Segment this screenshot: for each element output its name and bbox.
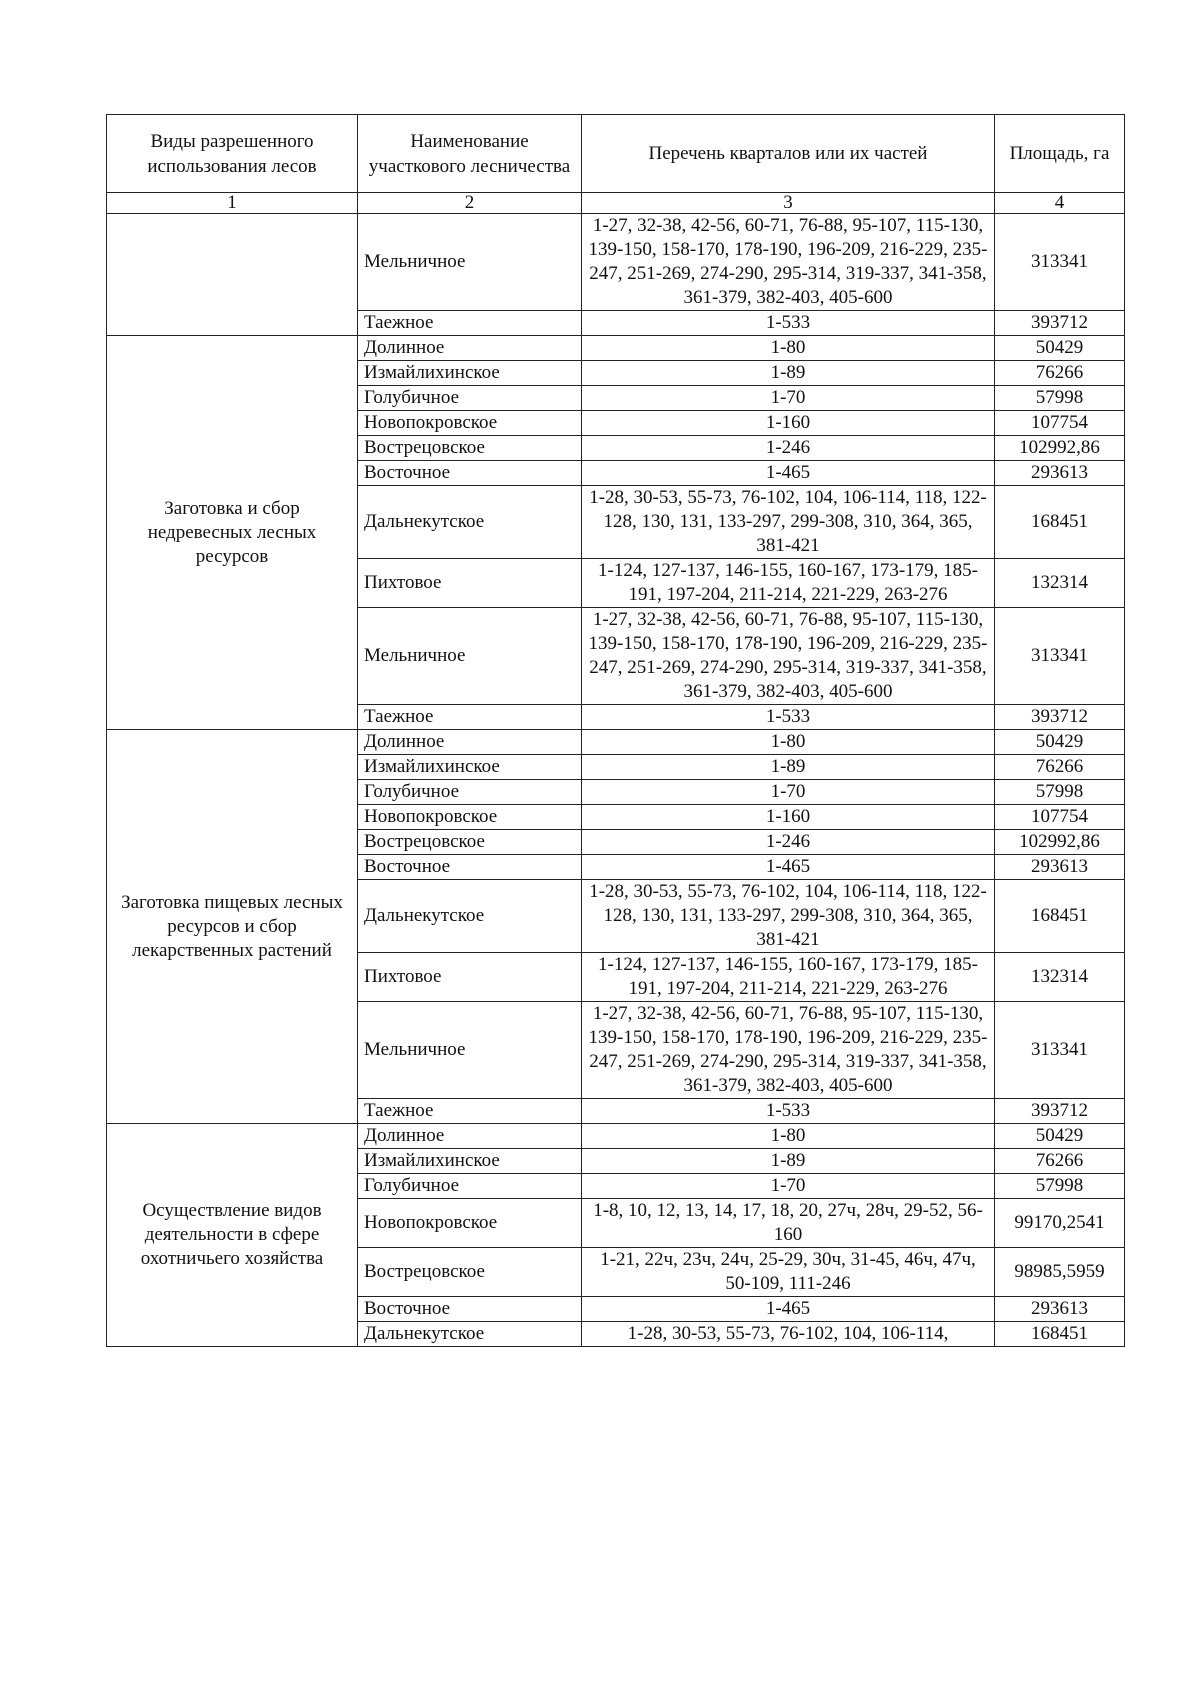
- block-list: 1-465: [582, 1297, 995, 1322]
- block-list: 1-8, 10, 12, 13, 14, 17, 18, 20, 27ч, 28ч, 29-52, 56-160: [582, 1199, 995, 1248]
- forestry-name: Долинное: [358, 1124, 582, 1149]
- block-list: 1-465: [582, 461, 995, 486]
- forestry-name: Таежное: [358, 311, 582, 336]
- block-list: 1-89: [582, 755, 995, 780]
- column-number-row: [107, 193, 1125, 214]
- block-list: 1-27, 32-38, 42-56, 60-71, 76-88, 95-107, 115-130, 139-150, 158-170, 178-190, 196-209, 216-229, 235-247, 251-269, 274-290, 295-314, 319-337, 341-358, 361-379, 382-403, 405-600: [582, 608, 995, 705]
- block-list: 1-80: [582, 730, 995, 755]
- block-list: 1-89: [582, 361, 995, 386]
- column-number: 4: [995, 193, 1125, 214]
- column-number: 3: [582, 193, 995, 214]
- header-area: Площадь, га: [995, 115, 1125, 193]
- forestry-name: Пихтовое: [358, 559, 582, 608]
- block-list: 1-160: [582, 805, 995, 830]
- block-list: 1-246: [582, 830, 995, 855]
- area-value: 313341: [995, 1002, 1125, 1099]
- use-type-cell-empty: [107, 214, 358, 336]
- block-list: 1-533: [582, 1099, 995, 1124]
- column-number: 1: [107, 193, 358, 214]
- forestry-name: Дальнекутское: [358, 486, 582, 559]
- forestry-name: Вострецовское: [358, 436, 582, 461]
- area-value: 393712: [995, 705, 1125, 730]
- forestry-name: Таежное: [358, 705, 582, 730]
- area-value: 107754: [995, 411, 1125, 436]
- table-body: [107, 214, 1125, 1347]
- use-type-cell: Заготовка и сбор недревесных лесных ресурсов: [107, 336, 358, 730]
- table-row: [107, 1124, 1125, 1149]
- header-forestry: Наименование участкового лесничества: [358, 115, 582, 193]
- block-list: 1-70: [582, 386, 995, 411]
- area-value: 293613: [995, 1297, 1125, 1322]
- header-use-type: Виды разрешенного использования лесов: [107, 115, 358, 193]
- forestry-name: Восточное: [358, 855, 582, 880]
- header-row: [107, 115, 1125, 193]
- area-value: 57998: [995, 1174, 1125, 1199]
- block-list: 1-70: [582, 1174, 995, 1199]
- area-value: 132314: [995, 953, 1125, 1002]
- forestry-name: Новопокровское: [358, 1199, 582, 1248]
- forestry-name: Дальнекутское: [358, 880, 582, 953]
- area-value: 98985,5959: [995, 1248, 1125, 1297]
- area-value: 293613: [995, 855, 1125, 880]
- forestry-name: Новопокровское: [358, 805, 582, 830]
- area-value: 50429: [995, 730, 1125, 755]
- block-list: 1-27, 32-38, 42-56, 60-71, 76-88, 95-107, 115-130, 139-150, 158-170, 178-190, 196-209, 216-229, 235-247, 251-269, 274-290, 295-314, 319-337, 341-358, 361-379, 382-403, 405-600: [582, 1002, 995, 1099]
- forestry-name: Мельничное: [358, 1002, 582, 1099]
- forestry-name: Голубичное: [358, 780, 582, 805]
- forestry-name: Восточное: [358, 1297, 582, 1322]
- header-blocks: Перечень кварталов или их частей: [582, 115, 995, 193]
- block-list: 1-28, 30-53, 55-73, 76-102, 104, 106-114, 118, 122-128, 130, 131, 133-297, 299-308, 310, 364, 365, 381-421: [582, 486, 995, 559]
- block-list: 1-465: [582, 855, 995, 880]
- block-list: 1-27, 32-38, 42-56, 60-71, 76-88, 95-107, 115-130, 139-150, 158-170, 178-190, 196-209, 216-229, 235-247, 251-269, 274-290, 295-314, 319-337, 341-358, 361-379, 382-403, 405-600: [582, 214, 995, 311]
- table-row: [107, 214, 1125, 311]
- area-value: 132314: [995, 559, 1125, 608]
- table-row: [107, 336, 1125, 361]
- block-list: 1-70: [582, 780, 995, 805]
- block-list: 1-124, 127-137, 146-155, 160-167, 173-179, 185-191, 197-204, 211-214, 221-229, 263-276: [582, 953, 995, 1002]
- block-list: 1-28, 30-53, 55-73, 76-102, 104, 106-114,: [582, 1322, 995, 1347]
- forestry-name: Измайлихинское: [358, 1149, 582, 1174]
- column-number: 2: [358, 193, 582, 214]
- block-list: 1-160: [582, 411, 995, 436]
- block-list: 1-246: [582, 436, 995, 461]
- use-type-cell: Осуществление видов деятельности в сфере охотничьего хозяйства: [107, 1124, 358, 1347]
- forestry-name: Восточное: [358, 461, 582, 486]
- forest-use-table: [106, 114, 1125, 1347]
- area-value: 102992,86: [995, 830, 1125, 855]
- area-value: 313341: [995, 608, 1125, 705]
- forestry-name: Измайлихинское: [358, 755, 582, 780]
- forestry-name: Новопокровское: [358, 411, 582, 436]
- forestry-name: Голубичное: [358, 386, 582, 411]
- area-value: 168451: [995, 486, 1125, 559]
- table-row: [107, 730, 1125, 755]
- area-value: 50429: [995, 1124, 1125, 1149]
- forestry-name: Долинное: [358, 730, 582, 755]
- area-value: 168451: [995, 880, 1125, 953]
- area-value: 57998: [995, 386, 1125, 411]
- area-value: 99170,2541: [995, 1199, 1125, 1248]
- block-list: 1-89: [582, 1149, 995, 1174]
- forestry-name: Пихтовое: [358, 953, 582, 1002]
- forestry-name: Мельничное: [358, 608, 582, 705]
- area-value: 102992,86: [995, 436, 1125, 461]
- forestry-name: Вострецовское: [358, 1248, 582, 1297]
- area-value: 76266: [995, 361, 1125, 386]
- area-value: 293613: [995, 461, 1125, 486]
- area-value: 50429: [995, 336, 1125, 361]
- block-list: 1-21, 22ч, 23ч, 24ч, 25-29, 30ч, 31-45, 46ч, 47ч, 50-109, 111-246: [582, 1248, 995, 1297]
- forestry-name: Мельничное: [358, 214, 582, 311]
- block-list: 1-80: [582, 1124, 995, 1149]
- block-list: 1-80: [582, 336, 995, 361]
- use-type-cell: Заготовка пищевых лесных ресурсов и сбор лекарственных растений: [107, 730, 358, 1124]
- block-list: 1-533: [582, 311, 995, 336]
- block-list: 1-533: [582, 705, 995, 730]
- area-value: 107754: [995, 805, 1125, 830]
- area-value: 76266: [995, 1149, 1125, 1174]
- forestry-name: Измайлихинское: [358, 361, 582, 386]
- area-value: 57998: [995, 780, 1125, 805]
- area-value: 393712: [995, 1099, 1125, 1124]
- forestry-name: Долинное: [358, 336, 582, 361]
- area-value: 393712: [995, 311, 1125, 336]
- area-value: 313341: [995, 214, 1125, 311]
- forestry-name: Таежное: [358, 1099, 582, 1124]
- block-list: 1-28, 30-53, 55-73, 76-102, 104, 106-114, 118, 122-128, 130, 131, 133-297, 299-308, 310, 364, 365, 381-421: [582, 880, 995, 953]
- forestry-name: Вострецовское: [358, 830, 582, 855]
- area-value: 76266: [995, 755, 1125, 780]
- forestry-name: Голубичное: [358, 1174, 582, 1199]
- block-list: 1-124, 127-137, 146-155, 160-167, 173-179, 185-191, 197-204, 211-214, 221-229, 263-276: [582, 559, 995, 608]
- forestry-name: Дальнекутское: [358, 1322, 582, 1347]
- area-value: 168451: [995, 1322, 1125, 1347]
